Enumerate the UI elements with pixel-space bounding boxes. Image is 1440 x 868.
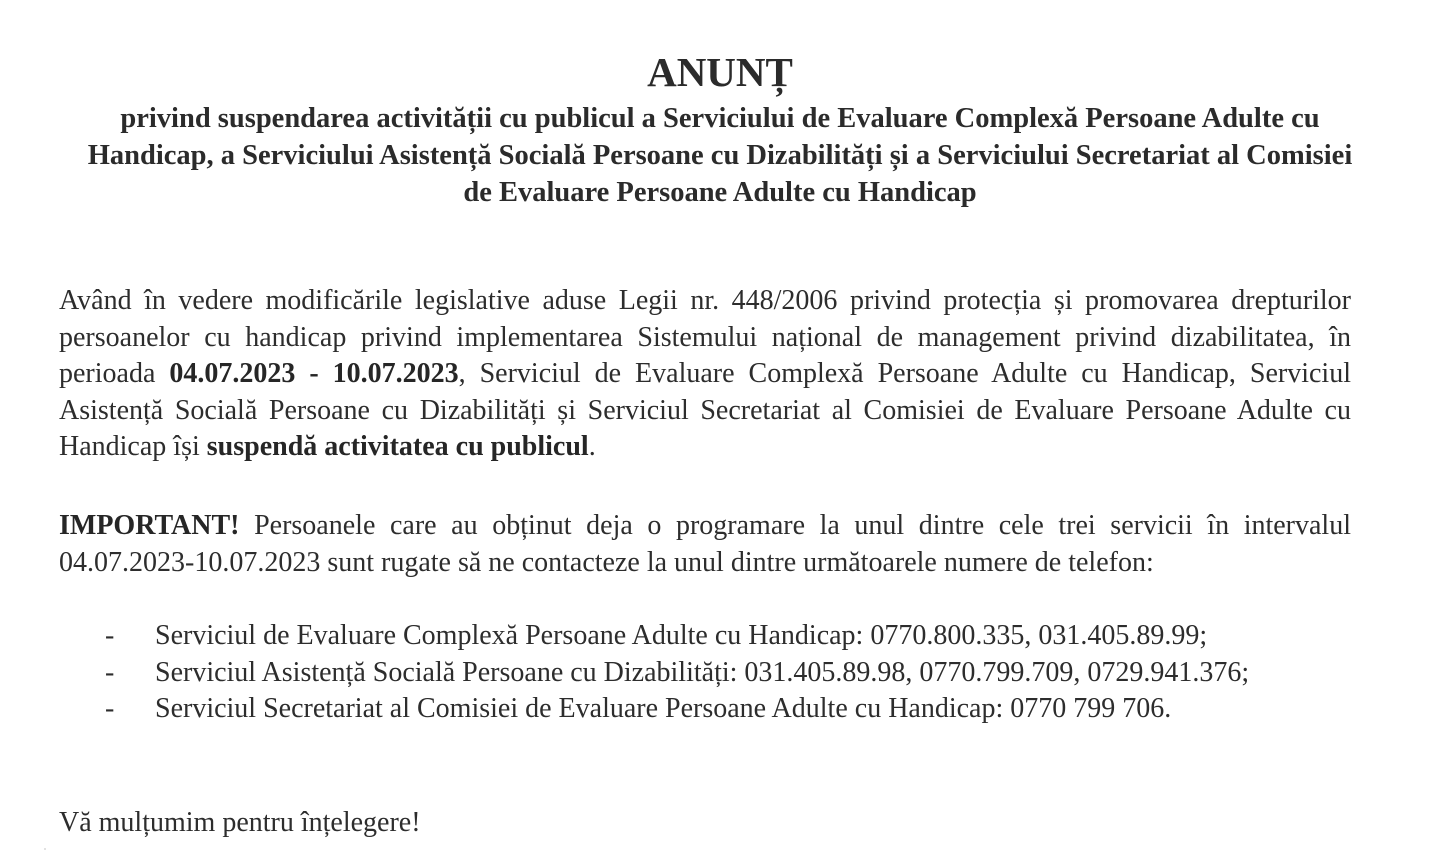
important-paragraph	[59, 508, 1351, 581]
contact-list-item	[59, 655, 1351, 692]
announcement-title: ANUNȚ	[647, 49, 793, 95]
scan-speck	[44, 848, 46, 850]
contact-list	[59, 618, 1351, 728]
intro-text-part3: .	[588, 431, 596, 462]
important-text: Persoanele care au obținut deja o programare la unul dintre cele trei servicii în intervalul 04.07.2023-10.07.2023 sunt rugate să ne contacteze la unul dintre următoarele numere de telefon:	[59, 510, 1351, 578]
dash-bullet-icon: -	[105, 656, 115, 688]
intro-text-part1: Având în vedere modificările legislative aduse Legii nr. 448/2006 privind protecția și promovarea drepturilor persoanelor cu handicap privind implementarea Sistemului național de management privind dizabilitatea, în perioada	[59, 285, 1351, 389]
contact-text: Serviciul Secretariat al Comisiei de Evaluare Persoane Adulte cu Handicap: 0770 799 706.	[155, 693, 1172, 724]
suspension-period: 04.07.2023 - 10.07.2023	[169, 358, 459, 389]
announcement-subtitle: privind suspendarea activității cu publicul a Serviciului de Evaluare Complexă Persoane Adulte cu Handicap, a Serviciului Asistență Socială Persoane cu Dizabilități și a Serviciului Secretariat al Comisiei de Evaluare Persoane Adulte cu Handicap	[87, 103, 1353, 208]
contact-list-item	[59, 618, 1351, 655]
closing-line: Vă mulțumim pentru înțelegere!	[59, 807, 421, 838]
dash-bullet-icon: -	[105, 693, 115, 724]
dash-bullet-icon: -	[105, 620, 115, 651]
contact-list-item	[59, 691, 1351, 728]
intro-paragraph	[59, 283, 1351, 466]
suspension-emphasis: suspendă activitatea cu publicul	[206, 431, 589, 462]
contact-text: Serviciul Asistență Socială Persoane cu Dizabilități: 031.405.89.98, 0770.799.709, 0729.941.376;	[155, 656, 1250, 688]
contact-text: Serviciul de Evaluare Complexă Persoane Adulte cu Handicap: 0770.800.335, 031.405.89.99;	[155, 620, 1208, 651]
intro-text-part2: , Serviciul de Evaluare Complexă Persoane Adulte cu Handicap, Serviciul Asistență Socială Persoane cu Dizabilități și Serviciul Secretariat al Comisiei de Evaluare Persoane Adulte cu Handicap își	[59, 358, 1351, 462]
important-label: IMPORTANT!	[59, 510, 240, 541]
